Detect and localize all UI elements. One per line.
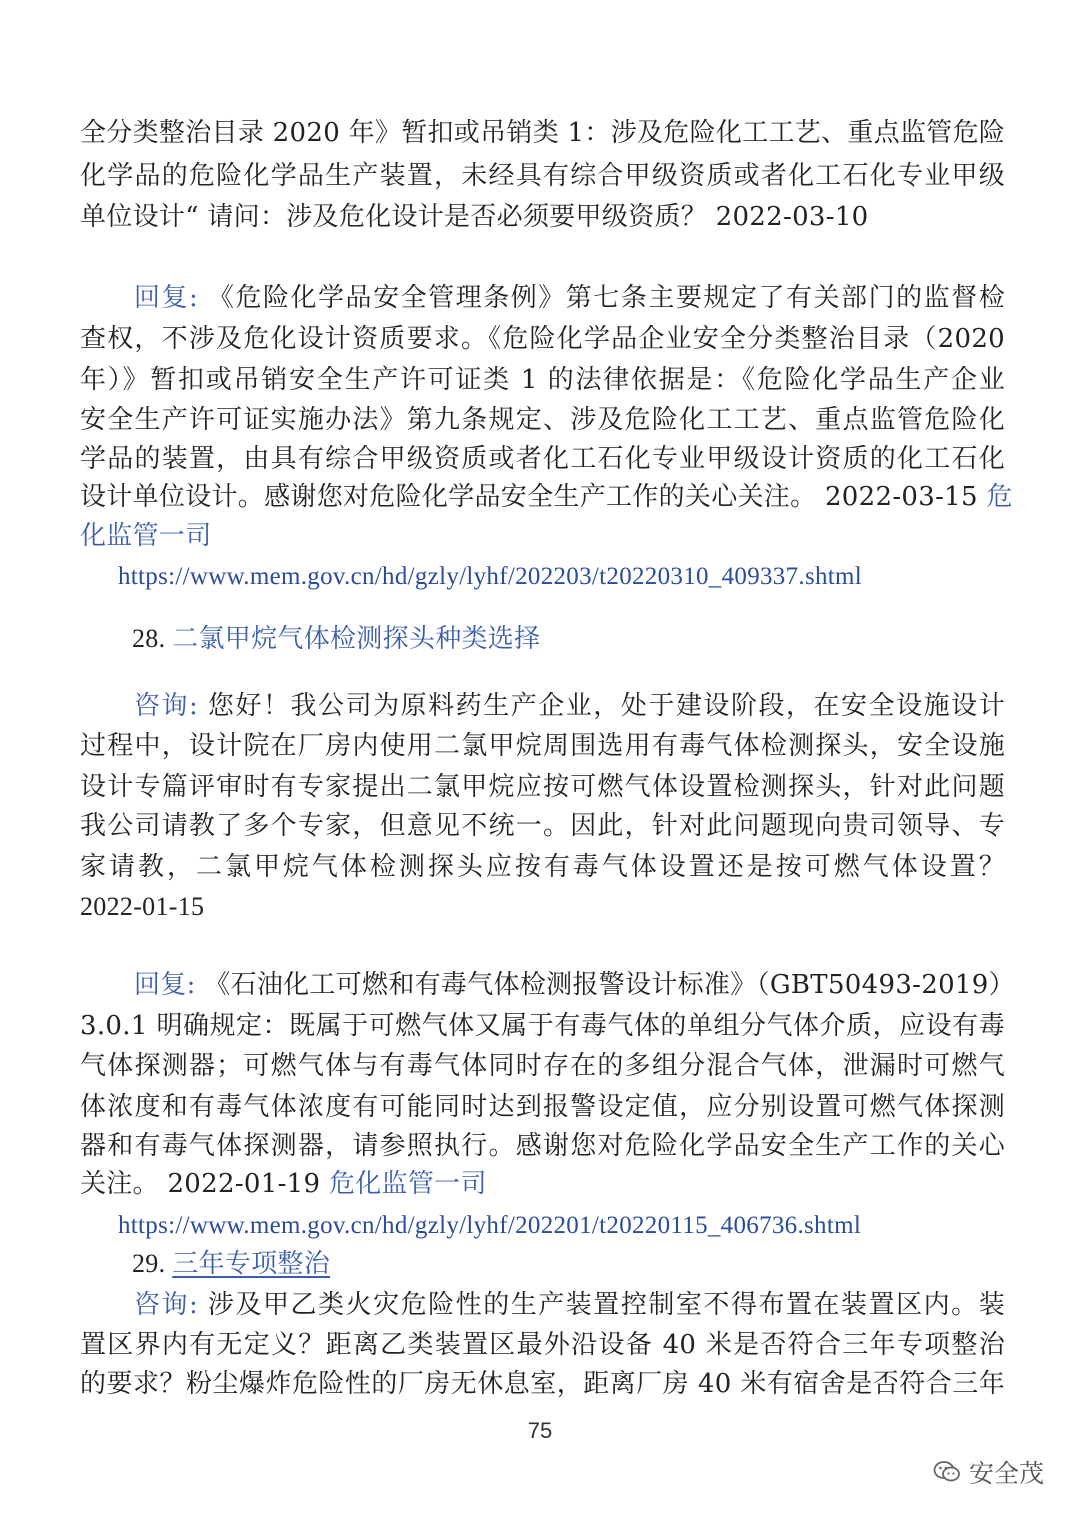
paragraph-line: 化学品的危险化学品生产装置，未经具有综合甲级资质或者化工石化专业甲级 — [80, 161, 1005, 191]
wechat-icon — [933, 1460, 961, 1484]
consult-line — [134, 1288, 1005, 1322]
consult-text: 您好！我公司为原料药生产企业，处于建设阶段，在安全设施设计 — [207, 691, 1006, 721]
consult-line: 家请教，二氯甲烷气体检测探头应按有毒气体设置还是按可燃气体设置？ — [80, 852, 1005, 882]
reply-line: 年）》暂扣或吊销安全生产许可证类 1 的法律依据是：《危险化学品生产企业 — [80, 365, 1005, 395]
watermark — [933, 1454, 1044, 1490]
reply-text: 《危险化学品安全管理条例》第七条主要规定了有关部门的监督检 — [207, 283, 1006, 313]
consult-line: 我公司请教了多个专家，但意见不统一。因此，针对此问题现向贵司领导、专 — [80, 811, 1005, 841]
reply-text: 设计单位设计。感谢您对危险化学品安全生产工作的关心关注。 2022-03-15 — [80, 482, 987, 512]
section-number: 29. — [132, 1249, 173, 1278]
reply-line: 安全生产许可证实施办法》第九条规定、涉及危险化工工艺、重点监管危险化 — [80, 405, 1005, 435]
source-link[interactable]: https://www.mem.gov.cn/hd/gzly/lyhf/202203/t20220310_409337.shtml — [118, 563, 863, 590]
consult-line: 设计专篇评审时有专家提出二氯甲烷应按可燃气体设置检测探头，针对此问题 — [80, 772, 1005, 802]
consult-date: 2022-01-15 — [80, 892, 205, 921]
consult-line — [134, 689, 1005, 723]
consult-line: 的要求？粉尘爆炸危险性的厂房无休息室，距离厂房 40 米有宿舍是否符合三年 — [80, 1369, 1005, 1399]
section-number: 28. — [132, 624, 173, 653]
reply-line: 气体探测器；可燃气体与有毒气体同时存在的多组分混合气体，泄漏时可燃气 — [80, 1051, 1005, 1081]
consult-text: 涉及甲乙类火灾危险性的生产装置控制室不得布置在装置区内。装 — [207, 1290, 1006, 1320]
reply-text: 关注。 2022-01-19 — [80, 1169, 329, 1199]
reply-line: 学品的装置，由具有综合甲级资质或者化工石化专业甲级设计资质的化工石化 — [80, 444, 1005, 474]
reply-text: 《石油化工可燃和有毒气体检测报警设计标准》（GBT50493-2019） — [204, 970, 1015, 1000]
reply-line — [134, 968, 1015, 1002]
department-name: 危化监管一司 — [328, 1169, 487, 1199]
consult-line: 过程中，设计院在厂房内使用二氯甲烷周围选用有毒气体检测探头，安全设施 — [80, 731, 1005, 761]
reply-line: 体浓度和有毒气体浓度有可能同时达到报警设定值，应分别设置可燃气体探测 — [80, 1092, 1005, 1122]
section-title[interactable]: 三年专项整治 — [172, 1249, 331, 1279]
reply-line: 查权，不涉及危化设计资质要求。《危险化学品企业安全分类整治目录（2020 — [80, 324, 1005, 354]
reply-line — [80, 1167, 1005, 1201]
section-heading — [132, 622, 1057, 656]
consult-line: 置区界内有无定义？距离乙类装置区最外沿设备 40 米是否符合三年专项整治 — [80, 1330, 1005, 1360]
reply-line: 3.0.1 明确规定：既属于可燃气体又属于有毒气体的单组分气体介质，应设有毒 — [80, 1011, 1005, 1041]
reply-line — [80, 519, 1005, 553]
reply-label: 回复: — [134, 283, 208, 313]
watermark-text: 安全茂 — [968, 1459, 1044, 1488]
consult-label: 咨询: — [134, 691, 208, 721]
consult-label: 咨询: — [134, 1290, 208, 1320]
reply-line: 器和有毒气体探测器，请参照执行。感谢您对危险化学品安全生产工作的关心 — [80, 1131, 1005, 1161]
reply-line — [134, 281, 1005, 315]
department-name: 化监管一司 — [80, 521, 212, 551]
paragraph-line: 全分类整治目录 2020 年》暂扣或吊销类 1：涉及危险化工工艺、重点监管危险 — [80, 118, 1006, 148]
page-number: 75 — [527, 1418, 553, 1443]
source-link[interactable]: https://www.mem.gov.cn/hd/gzly/lyhf/202201/t20220115_406736.shtml — [118, 1212, 862, 1239]
paragraph-line: 单位设计“ 请问：涉及危化设计是否必须要甲级资质？ 2022-03-10 — [80, 202, 869, 232]
reply-line — [80, 480, 1013, 514]
section-title: 二氯甲烷气体检测探头种类选择 — [172, 624, 541, 654]
section-heading — [132, 1247, 1057, 1281]
reply-label: 回复: — [134, 970, 205, 1000]
department-name: 危 — [986, 482, 1013, 512]
